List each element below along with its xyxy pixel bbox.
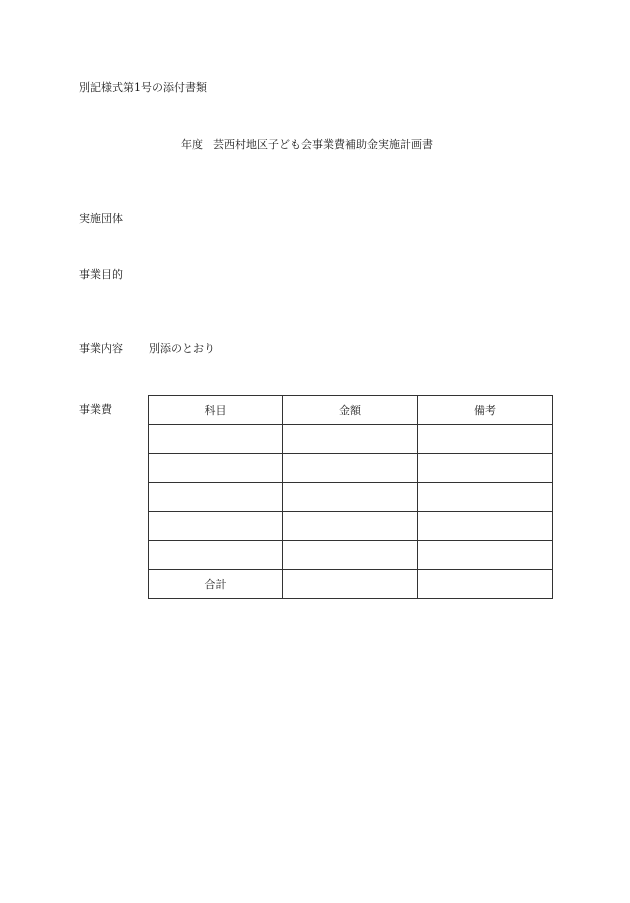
content-value: 別添のとおり bbox=[149, 342, 215, 355]
table-row bbox=[149, 512, 553, 541]
amount-cell bbox=[283, 483, 418, 512]
header-item: 科目 bbox=[149, 396, 283, 425]
item-cell bbox=[149, 483, 283, 512]
amount-cell bbox=[283, 541, 418, 570]
header-amount: 金額 bbox=[283, 396, 418, 425]
title-year: 年度 bbox=[181, 138, 203, 151]
item-cell bbox=[149, 425, 283, 454]
item-cell bbox=[149, 512, 283, 541]
title-main: 芸西村地区子ども会事業費補助金実施計画書 bbox=[213, 138, 433, 151]
total-row bbox=[149, 570, 553, 599]
remarks-cell bbox=[418, 483, 553, 512]
table-row bbox=[149, 541, 553, 570]
remarks-cell bbox=[418, 512, 553, 541]
table-row bbox=[149, 425, 553, 454]
remarks-cell bbox=[418, 454, 553, 483]
total-remarks-cell bbox=[418, 570, 553, 599]
table-row bbox=[149, 454, 553, 483]
cost-table-header-row bbox=[149, 396, 553, 425]
item-cell bbox=[149, 454, 283, 483]
header-remarks: 備考 bbox=[418, 396, 553, 425]
attachment-label: 別記様式第1号の添付書類 bbox=[79, 81, 207, 94]
total-label: 合計 bbox=[149, 570, 283, 599]
total-amount-cell bbox=[283, 570, 418, 599]
cost-label: 事業費 bbox=[79, 403, 112, 416]
table-row bbox=[149, 483, 553, 512]
cost-table bbox=[148, 395, 553, 599]
document-title bbox=[181, 138, 433, 152]
remarks-cell bbox=[418, 541, 553, 570]
remarks-cell bbox=[418, 425, 553, 454]
org-label: 実施団体 bbox=[79, 212, 123, 225]
amount-cell bbox=[283, 425, 418, 454]
purpose-label: 事業目的 bbox=[79, 268, 123, 281]
amount-cell bbox=[283, 512, 418, 541]
amount-cell bbox=[283, 454, 418, 483]
item-cell bbox=[149, 541, 283, 570]
content-label: 事業内容 bbox=[79, 342, 123, 355]
